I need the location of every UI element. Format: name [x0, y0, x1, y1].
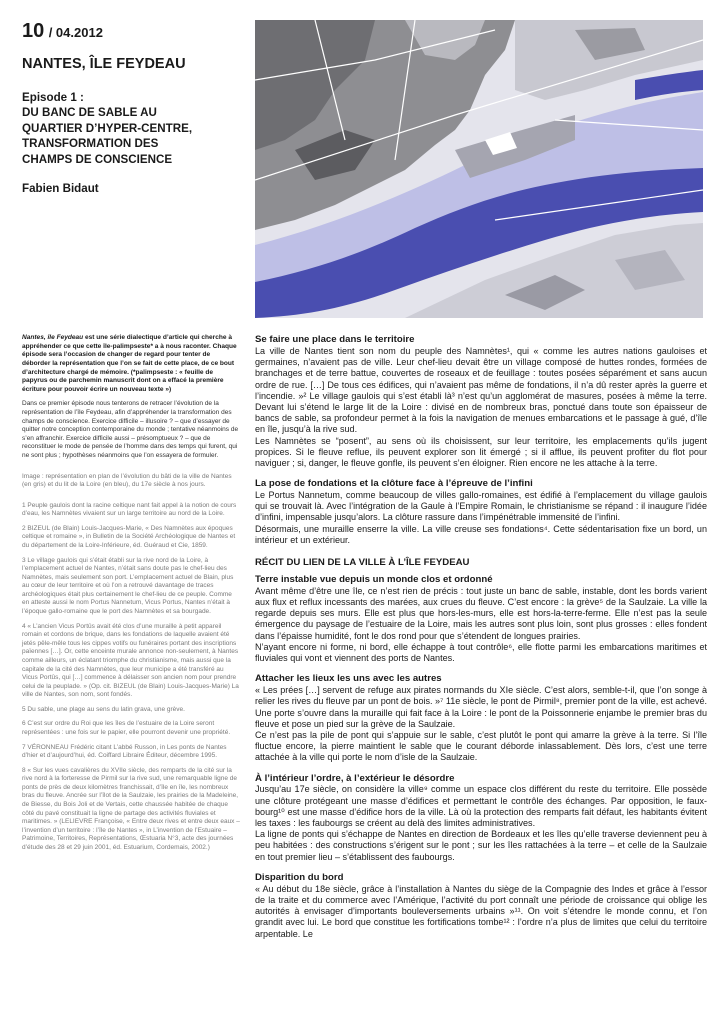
footnote: 8 « Sur les vues cavalières du XVIIe siècle, des remparts de la cité sur la rive nord à la forteresse de Pirmil sur la rive sud, une remarquable ligne de ponts de près de deux kilomètres franchissait, d’île en île, les nombreux bras du fleuve. Ancrée sur l’îlot de la Saulzaie, les prairies de la Madeleine, de Biesse, du Bois Joli et de Vertais, cette chaussée habitée de chaque côté du pavé constituait la ligne de partage des activités fluviales et maritimes. » (LELIEVRE Françoise, « Entre deux rives et entre deux eaux – l’invention d’un territoire : l’île de Nantes », in L’invention de l’Estuaire – Patrimoine, Territoires, Représentations, Œstuaria N°3, acte des journées d’étude des 28 et 29 juin 2001, éd. Estuarium, Cordemais, 2002.)	[22, 766, 240, 851]
series-intro-text: est une série dialectique d’article qui cherche à appréhender ce que cette île-palimpseste* a à nous raconter. Chaque épisode sera l’occasion de changer de regard pour tenter de déborder la représentation que l’on se fait de cette place, de ce bout d’architecture chargé de mémoire. (*palimpseste : « feuille de papyrus ou de parchemin manuscrit dont on a effacé la première écriture pour pouvoir écrire un nouveau texte »)	[22, 334, 237, 393]
section-heading: À l’intérieur l’ordre, à l’extérieur le désordre	[255, 772, 455, 784]
body-paragraph: « Les prées […] servent de refuge aux pirates normands du XIe siècle. C’est alors, semble-t-il, que l’on songe à relier les rives du fleuve par un pont de bois. »⁷ 11e siècle, le pont de Pirmil⁸, premier pont de la ville, est achevé. Une porte s’ouvre dans la muraille qui fait face à la Loire : le pont de la Poissonnerie enjambe le premier bras du fleuve et pose un pied sur la grève de la Saulzaie.	[255, 685, 707, 729]
issue-number: 10	[22, 20, 45, 42]
body-paragraph: Désormais, une muraille enserre la ville. La ville creuse ses fondations⁴. Cette sédentarisation fixe un bord, un intérieur et un extérieur.	[255, 523, 707, 545]
section-heading: Attacher les lieux les uns avec les autres	[255, 673, 442, 685]
left-column	[22, 334, 240, 859]
footnote: 3 Le village gaulois qui s’était établi sur la rive nord de la Loire, à l’emplacement actuel de Nantes, n’était sans doute pas le chef-lieu des Namnètes, mais seulement son port. L’emplacement actuel de Blain, plus au cœur de leur territoire et où l’on a retrouvé davantage de traces archéologiques était plus certainement le chef-lieu de ce peuple. Comme en atteste aussi le nom Portus Nannetum, Vicus Portus, Nantes n’était à l’époque gallo-romaine que le port des Namnètes et sa bourgade.	[22, 556, 234, 616]
body-paragraph: La ville de Nantes tient son nom du peuple des Namnètes¹, qui « comme les autres nations gauloises et germaines, n’avaient pas de ville. Leur chef-lieu devait être un village composé de huttes rondes, formées de branchages et de terre battue, couvertes de roseaux et de feuillage : toutes posées séparément et sans aucun ordre de rue. […] De tous ces édifices, qui n’avaient pas même de fondations, il n’a dû rester après la guerre et l’incendie. »² Le village gaulois qui s’est établi là³ n’est qu’un agglomérat de masures, posées à même la terre. Devant lui s’étend le large lit de la Loire : divisé en de nombreux bras, ponctué dans toute son épaisseur de bancs de sable, sa profondeur permet à la fois la navigation de menues embarcations et le passage à gué, d’île en île, jusqu’à la rive sud.	[255, 345, 707, 435]
episode-line: CHAMPS DE CONSCIENCE	[22, 152, 173, 166]
issue-date: / 04.2012	[48, 25, 103, 40]
body-paragraph: Avant même d’être une île, ce n’est rien de précis : tout juste un banc de sable, instable, dont les bords varient aux flux et reflux incessants des marées, aux crues du fleuve. C’est encore : la grève⁵ de la Saulzaie. La ville la regarde depuis ses murs. Elle est plus que hors-les-murs, elle est hors-la-terre-ferme. Elle n’est pas la seule émergence du paysage de l’estuaire de la Loire, mais les autres sont plus loin, sont plus grosses : elles fondent dans l’épaisse humidité, font le dos rond pour que s’étendent de longues prairies.	[255, 585, 707, 641]
episode-heading	[22, 90, 250, 167]
main-text-column	[255, 334, 707, 949]
section-heading: Terre instable vue depuis un monde clos et ordonné	[255, 573, 493, 585]
section-heading: Se faire une place dans le territoire	[255, 334, 415, 345]
footnote: 6 C’est sur ordre du Roi que les îles de l’estuaire de la Loire seront représentées : une fois sur le papier, elle pourront devenir une propriété.	[22, 720, 231, 736]
issue-header	[22, 20, 103, 43]
author-name: Fabien Bidaut	[22, 182, 99, 195]
article-title: NANTES, ÎLE FEYDEAU	[22, 56, 186, 72]
body-paragraph: « Au début du 18e siècle, grâce à l’installation à Nantes du siège de la Compagnie des Indes et grâce à l’essor de la traite et du commerce avec l’Amérique, l’activité du port connaît une période de croissance qui oblige les autorités à envisager d’importants bouleversements urbains »¹¹. On voit s’étendre le monde connu, et l’on grandit avec lui. Le bord que constitue les fortifications tombe¹² : l’ordre n’a plus de limites que celui du territoire arpentable. Le	[255, 883, 707, 939]
section-heading: Disparition du bord	[255, 871, 344, 883]
episode-label: Episode 1 :	[22, 91, 84, 104]
episode-intro: Dans ce premier épisode nous tenterons de retracer l’évolution de la représentation de l’île Feydeau, afin d’appréhender la transformation des champs de conscience. Exercice difficile – illusoire ? – que d’essayer de quitter notre conception contemporaine du monde ; tentative néanmoins de s’en affranchir. Exercice difficile aussi – présomptueux ? – que de reconstituer le mode de pensée de l’homme dans des temps qui furent, qui ne sont plus ; hypothèses néanmoins que l’on essayera de formuler.	[22, 400, 239, 459]
body-paragraph: La ligne de ponts qui s’échappe de Nantes en direction de Bordeaux et les îles qu’elle traverse deviennent peu à peu habitées : des constructions s’érigent sur le pont ; sur les îles rattachées à la terre – et celle de la Saulzaie en tout premier lieu – s’établissent des faubourgs.	[255, 829, 707, 862]
episode-line: DU BANC DE SABLE AU	[22, 106, 157, 120]
series-name: Nantes, île Feydeau	[22, 334, 84, 341]
body-paragraph: N’ayant encore ni forme, ni bord, elle échappe à tout contrôle⁶, elle flotte parmi les embarcations maritimes et fluviales qui vont et viennent des ports de Nantes.	[255, 641, 707, 664]
image-caption: Image : représentation en plan de l’évolution du bâti de la ville de Nantes (en gris) et du lit de la Loire (en bleu), du 17e siècle à nos jours.	[22, 472, 232, 489]
city-river-map-figure	[255, 20, 703, 318]
footnote: 7 VÉRONNEAU Frédéric citant L’abbé Russon, in Les ponts de Nantes d’hier et d’aujourd’hui, éd. Coiffard Libraire Éditeur, décembre 1995.	[22, 743, 227, 760]
body-paragraph: Ce n’est pas la pile de pont qui s’appuie sur le sable, c’est plutôt le pont qui amarre la grève à la terre. Si l’île fluctue encore, la pierre maintient le sable que le courant déborde inlassablement. Dès lors, c’est une terre attachée à la ville qui porte le nom d’isle de la Saulzaie.	[255, 729, 707, 763]
section-heading: La pose de fondations et la clôture face à l’épreuve de l’infini	[255, 478, 533, 490]
series-intro	[22, 334, 240, 394]
footnote: 2 BIZEUL (de Blain) Louis-Jacques-Marie, « Des Namnètes aux époques celtique et romaine », in Bulletin de la Société Archéologique de Nantes et du département de la Loire-Inférieure, éd. Guéraud et Cie, 1859.	[22, 524, 236, 549]
footnote: 1 Peuple gaulois dont la racine celtique nant fait appel à la notion de cours d’eau, les Namnètes vivaient sur un large territoire au nord de la Loire.	[22, 501, 237, 518]
body-paragraph: Jusqu’au 17e siècle, on considère la ville⁹ comme un espace clos différent du reste du territoire. Elle possède une clôture protégeant une masse d’édifices et permettant le contrôle des échanges. Par opposition, le faux-bourg¹⁰ est une masse d’édifice hors de la ville. Là où la protection des remparts fait défaut, les habitants évitent les taxes : les faubourgs se créent au delà des limites administratives.	[255, 784, 707, 829]
part-heading: RÉCIT DU LIEN DE LA VILLE À L’ÎLE FEYDEAU	[255, 557, 470, 569]
footnote: 4 « L’ancien Vicus Portûs avait été clos d’une muraille à petit appareil romain et cordons de brique, dans les fondations de laquelle avaient été jetés pêle-mêle tous les cippes votifs ou funéraires portant des inscriptions païennes […]. Or, cette enceinte murale annonce non-seulement, à Nantes comme ailleurs, un éclatant triomphe du christianisme, mais aussi que la capitale de la cité des Namnètes, que leur municipe a été transféré au Vicus Portûs, qui […] commence à délaisser son ancien nom pour prendre celui de la peuplade. » (Op. cit. BIZEUL (de Blain) Louis-Jacques-Marie) La ville de Nantes, son nom, sont fondés.	[22, 622, 239, 699]
episode-line: TRANSFORMATION DES	[22, 137, 159, 151]
episode-line: QUARTIER D’HYPER-CENTRE,	[22, 121, 193, 135]
body-paragraph: Le Portus Nannetum, comme beaucoup de villes gallo-romaines, est édifié à l’emplacement du village gaulois qui se trouvait là. Avec l’intégration de la Gaule à l’Empire Romain, le christianisme se répand : il inaugure l’idée d’infini, impensable jusqu’alors. La clôture rassure dans l’impénétrable immensité de l’infini.	[255, 490, 707, 523]
body-paragraph: Les Namnètes se “posent”, au sens où ils choisissent, sur leur territoire, les emplacements qu’ils jugent propices. Si le fleuve reflue, ils peuvent explorer son lit émergé ; si il afflue, ils peuvent profiter du flot pour naviguer ; si, danger, le fleuve gonfle, ils peuvent s’en éloigner. Rien encore ne les attache à la terre.	[255, 435, 707, 468]
footnote: 5 Du sable, une plage au sens du latin grava, une grève.	[22, 705, 185, 713]
